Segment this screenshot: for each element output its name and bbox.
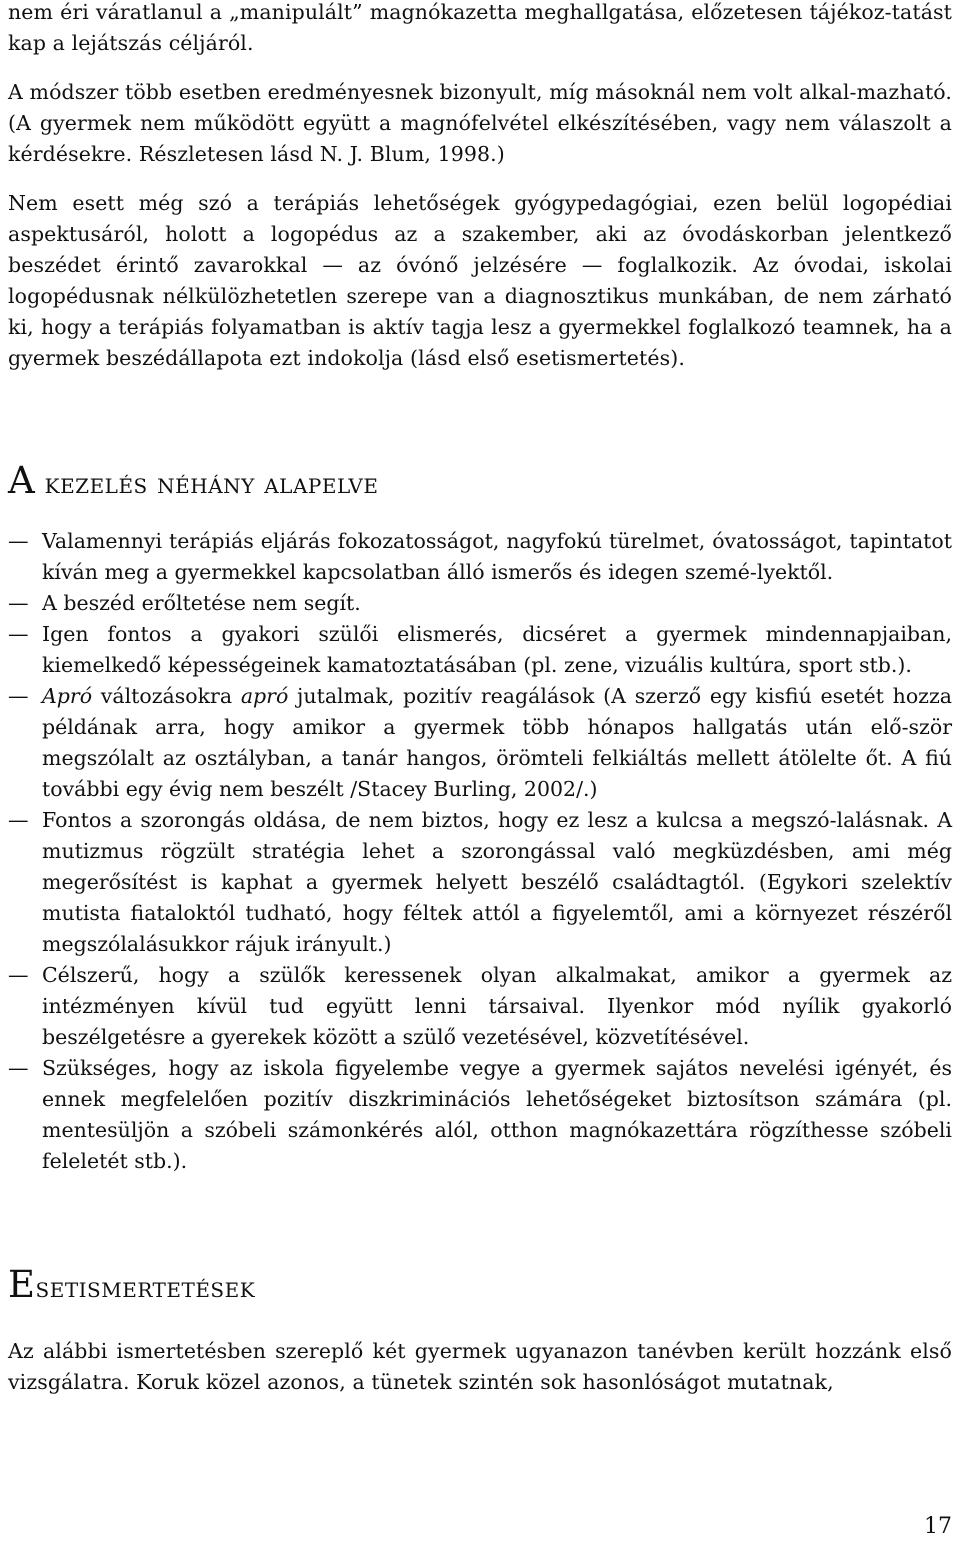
paragraph-intro-3: Nem esett még szó a terápiás lehetőségek gyógypedagógiai, ezen belül logopédiai aspektusáról, holott a logopédus az a szakember, aki az óvodáskorban jelentkező beszédet érintő zavarokkal — az óvónő jelzésére — foglalkozik. Az óvodai, iskolai logopédusnak nélkülözhetetlen szerepe van a diagnosztikus munkában, de nem zárható ki, hogy a terápiás folyamatban is aktív tagja lesz a gyermekkel foglalkozó teamnek, ha a gyermek beszédállapota ezt indokolja (lásd első esetismertetés). bbox=[8, 191, 952, 370]
heading-rest: kezelés néhány alapelve bbox=[35, 467, 379, 500]
section-heading-case-studies bbox=[8, 1263, 952, 1306]
paragraph-intro-1: nem éri váratlanul a „manipulált” magnókazetta meghallgatása, előzetesen tájékoz-tatást kap a lejátszás céljáról. bbox=[8, 0, 952, 55]
list-item: — A beszéd erőltetése nem segít. bbox=[8, 588, 952, 619]
paragraph-intro-2: A módszer több esetben eredményesnek bizonyult, míg másoknál nem volt alkal-mazható. (A gyermek nem működött együtt a magnófelvétel elkészítésében, vagy nem válaszolt a kérdésekre. Részletesen lásd N. J. Blum, 1998.) bbox=[8, 80, 952, 166]
list-item: — Valamennyi terápiás eljárás fokozatosságot, nagyfokú türelmet, óvatosságot, tapintatot kíván meg a gyermekkel kapcsolatban álló ismerős és idegen szemé-lyektől. bbox=[8, 526, 952, 588]
list-item: — Szükséges, hogy az iskola figyelembe vegye a gyermek sajátos nevelési igényét, és ennek megfelelően pozitív diszkriminációs lehetőségeket biztosítson számára (pl. mentesüljön a szóbeli számonkérés alól, otthon magnókazettára rögzíthesse szóbeli feleletét stb.). bbox=[8, 1053, 952, 1177]
list-item bbox=[8, 681, 952, 805]
list-item: — Igen fontos a gyakori szülői elismerés, dicséret a gyermek mindennapjaiban, kiemelkedő képességeinek kamatoztatásában (pl. zene, vizuális kultúra, sport stb.). bbox=[8, 619, 952, 681]
page-number: 17 bbox=[924, 1514, 952, 1539]
emphasis-word: Apró bbox=[42, 684, 93, 708]
heading-rest: setismertetések bbox=[35, 1271, 256, 1304]
list-item: — Célszerű, hogy a szülők keressenek olyan alkalmakat, amikor a gyermek az intézményen kívül tud együtt lenni társaival. Ilyenkor mód nyílik gyakorló beszélgetésre a gyerekek között a szülő vezetésével, közvetítésével. bbox=[8, 960, 952, 1053]
list-item-text: jutalmak, pozitív reagálások (A szerző egy kisfiú esetét hozza példának arra, hogy amikor a gyermek több hónapos hallgatás után elő-ször megszólalt az osztályban, a tanár hangos, örömteli felkiáltás mellett átölelte őt. A fiú további egy évig nem beszélt /Stacey Burling, 2002/.) bbox=[42, 684, 952, 801]
heading-initial: E bbox=[8, 1263, 36, 1306]
principles-list bbox=[8, 526, 952, 1177]
list-item-text: változásokra bbox=[92, 684, 241, 708]
emphasis-word: apró bbox=[240, 684, 289, 708]
document-page bbox=[8, 0, 952, 1398]
paragraph-case-intro: Az alábbi ismertetésben szereplő két gyermek ugyanazon tanévben került hozzánk első vizsgálatra. Koruk közel azonos, a tünetek szintén sok hasonlóságot mutatnak, bbox=[8, 1339, 952, 1394]
list-item: — Fontos a szorongás oldása, de nem biztos, hogy ez lesz a kulcsa a megszó-lalásnak. A mutizmus rögzült stratégia lehet a szorongással való megküzdésben, ami még megerősítést is kaphat a gyermek helyett beszélő családtagtól. (Egykori szelektív mutista fiataloktól tudható, hogy féltek attól a figyelemtől, ami a környezet részéről megszólalásukkor rájuk irányult.) bbox=[8, 805, 952, 960]
heading-initial: A bbox=[8, 459, 36, 502]
section-heading-principles bbox=[8, 459, 952, 502]
